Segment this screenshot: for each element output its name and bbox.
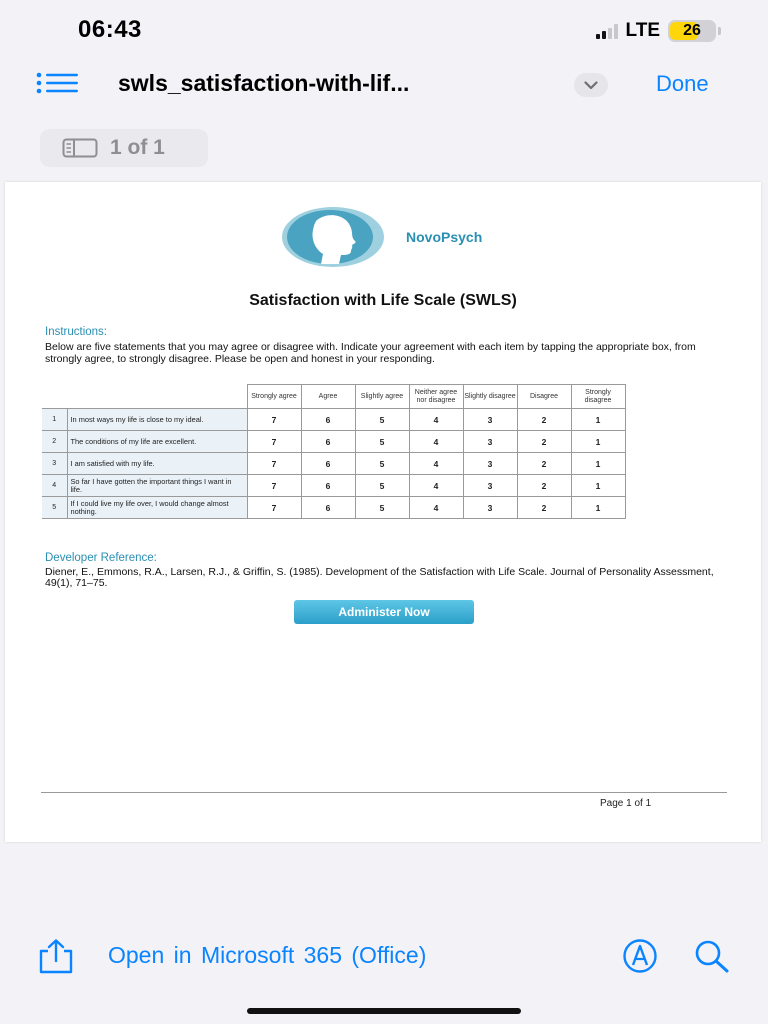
document-page <box>5 182 761 842</box>
column-header: Neither agree nor disagree <box>409 385 463 409</box>
table-row <box>42 409 625 431</box>
rating-cell[interactable]: 4 <box>409 475 463 497</box>
rating-cell[interactable]: 6 <box>301 453 355 475</box>
open-in-office-button[interactable]: Open in Microsoft 365 (Office) <box>108 942 427 968</box>
rating-cell[interactable]: 3 <box>463 475 517 497</box>
table-header-row <box>42 385 625 409</box>
rating-cell[interactable]: 5 <box>355 453 409 475</box>
rating-cell[interactable]: 6 <box>301 475 355 497</box>
item-statement: So far I have gotten the important things I want in life. <box>67 475 247 497</box>
item-number: 5 <box>42 497 67 519</box>
battery-level: 26 <box>683 22 701 39</box>
rating-cell[interactable]: 1 <box>571 409 625 431</box>
rating-cell[interactable]: 5 <box>355 409 409 431</box>
rating-table <box>42 384 626 519</box>
rating-cell[interactable]: 3 <box>463 409 517 431</box>
novopsych-logo <box>281 206 385 268</box>
rating-cell[interactable]: 4 <box>409 497 463 519</box>
administer-now-button[interactable]: Administer Now <box>294 600 474 624</box>
scale-title: Satisfaction with Life Scale (SWLS) <box>249 292 517 309</box>
search-icon[interactable] <box>690 938 734 974</box>
rating-cell[interactable]: 3 <box>463 431 517 453</box>
column-header: Strongly agree <box>247 385 301 409</box>
list-icon[interactable] <box>36 72 80 94</box>
table-row <box>42 475 625 497</box>
document-title: swls_satisfaction-with-lif... <box>118 70 410 96</box>
item-statement: If I could live my life over, I would change almost nothing. <box>67 497 247 519</box>
column-header: Slightly disagree <box>463 385 517 409</box>
rating-cell[interactable]: 3 <box>463 453 517 475</box>
rating-cell[interactable]: 2 <box>517 497 571 519</box>
battery-icon <box>668 20 716 42</box>
table-row <box>42 431 625 453</box>
rating-cell[interactable]: 1 <box>571 431 625 453</box>
page-indicator-label: 1 of 1 <box>110 136 165 159</box>
rating-cell[interactable]: 7 <box>247 475 301 497</box>
item-number: 4 <box>42 475 67 497</box>
rating-cell[interactable]: 4 <box>409 453 463 475</box>
rating-cell[interactable]: 6 <box>301 431 355 453</box>
rating-cell[interactable]: 2 <box>517 431 571 453</box>
instructions-text: Below are five statements that you may agree or disagree with. Indicate your agreement with each item by tapping the appropriate box, from strongly agree, to strongly disagree. Please be open and honest in your responding. <box>45 341 696 365</box>
rating-cell[interactable]: 5 <box>355 497 409 519</box>
table-row <box>42 497 625 519</box>
chevron-down-icon <box>584 81 598 90</box>
rating-cell[interactable]: 6 <box>301 497 355 519</box>
signal-icon <box>596 23 618 39</box>
rating-cell[interactable]: 1 <box>571 497 625 519</box>
column-header: Agree <box>301 385 355 409</box>
rating-cell[interactable]: 2 <box>517 409 571 431</box>
footer-divider <box>41 792 727 793</box>
markup-icon[interactable] <box>618 938 662 974</box>
rating-cell[interactable]: 3 <box>463 497 517 519</box>
done-button[interactable]: Done <box>656 71 709 96</box>
rating-cell[interactable]: 2 <box>517 453 571 475</box>
network-type: LTE <box>625 20 660 41</box>
share-icon[interactable] <box>36 938 76 974</box>
page-footer: Page 1 of 1 <box>600 798 652 809</box>
column-header: Disagree <box>517 385 571 409</box>
rating-cell[interactable]: 5 <box>355 475 409 497</box>
status-indicators <box>596 20 716 42</box>
reference-heading: Developer Reference: <box>45 552 157 564</box>
rating-cell[interactable]: 2 <box>517 475 571 497</box>
home-indicator[interactable] <box>247 1008 521 1014</box>
status-time: 06:43 <box>78 16 142 43</box>
page-indicator[interactable] <box>40 129 208 167</box>
table-row <box>42 453 625 475</box>
item-statement: The conditions of my life are excellent. <box>67 431 247 453</box>
rating-cell[interactable]: 7 <box>247 431 301 453</box>
rating-cell[interactable]: 4 <box>409 409 463 431</box>
item-statement: I am satisfied with my life. <box>67 453 247 475</box>
reference-text: Diener, E., Emmons, R.A., Larsen, R.J., & Griffin, S. (1985). Development of the Satisfaction with Life Scale. Journal of Personality Assessment, 49(1), 71–75. <box>45 566 714 589</box>
rating-cell[interactable]: 6 <box>301 409 355 431</box>
item-number: 2 <box>42 431 67 453</box>
instructions-heading: Instructions: <box>45 326 107 338</box>
column-header: Slightly agree <box>355 385 409 409</box>
rating-cell[interactable]: 7 <box>247 409 301 431</box>
rating-cell[interactable]: 7 <box>247 497 301 519</box>
rating-cell[interactable]: 5 <box>355 431 409 453</box>
column-header: Strongly disagree <box>571 385 625 409</box>
item-number: 3 <box>42 453 67 475</box>
item-statement: In most ways my life is close to my ideal. <box>67 409 247 431</box>
brand-name: NovoPsych <box>406 229 483 245</box>
item-number: 1 <box>42 409 67 431</box>
rating-cell[interactable]: 7 <box>247 453 301 475</box>
rating-cell[interactable]: 4 <box>409 431 463 453</box>
sidebar-icon <box>62 138 98 158</box>
rating-cell[interactable]: 1 <box>571 453 625 475</box>
title-options-button[interactable] <box>574 73 608 97</box>
rating-cell[interactable]: 1 <box>571 475 625 497</box>
